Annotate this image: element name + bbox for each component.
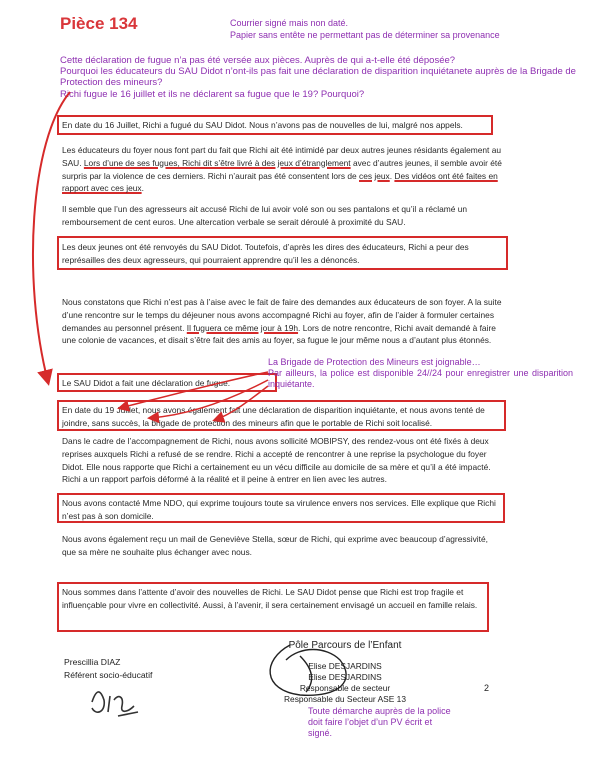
p2-text-c: avec d’autres jeunes, il semble avoir été surpris par la violence de ces derniers. Richi n’aurait pas été consentent lors de	[62, 157, 502, 181]
stamp-role-1: Responsable de secteur	[299, 683, 391, 693]
paragraph-mme-ndo: Nous avons contacté Mme NDO, qui exprime toujours toute sa virulence envers nos services. Elle explique que Richi n’est pas à son domicile.	[62, 498, 496, 521]
stamp-name: Elise DESJARDINS	[308, 672, 382, 682]
stamp-role-2: Responsable du Secteur ASE 13	[284, 694, 406, 704]
stamp-title: Pôle Parcours de l’Enfant	[288, 640, 402, 651]
question-2: Pourquoi les éducateurs du SAU Didot n’ont-ils pas fait une déclaration de disparition inquiétanete auprès de la Brigade de Protection des mineurs?	[60, 66, 576, 89]
paragraph-declaration-fugue: Le SAU Didot a fait une déclaration de fugue.	[62, 378, 231, 388]
police-annotation-line2: Par ailleurs, la police est disponible 24//24 pour enregistrer une disparition inquiétante.	[268, 368, 573, 389]
p5-text-a: Nous constatons que Richi n’est pas à l’aise avec le fait de faire des demandes aux éducateurs de son foyer. A la suite d’une rencontre sur le temps du déjeuner nous avons accompagné Richi au foyer, afin de l’aider à formuler certaines demandes au personnel présent.	[62, 297, 502, 333]
paragraph-expulsion: Les deux jeunes ont été renvoyés du SAU Didot. Toutefois, d’après les dires des éducateurs, Richi a peur des représailles des deux agresseurs, qui pourraient apprendre qu’il les a dénoncés.	[62, 242, 469, 265]
question-3: Richi fugue le 16 juillet et ils ne déclarent sa fugue que le 19? Pourquoi?	[60, 88, 365, 100]
paragraph-fugue-date: En date du 16 Juillet, Richi a fugué du SAU Didot. Nous n’avons pas de nouvelles de lui, malgré nos appels.	[62, 120, 463, 130]
p2-underlined-videos: Des vidéos ont été faites en rapport avec ces jeux	[62, 170, 498, 194]
paragraph-mobipsy: Dans le cadre de l’accompagnement de Richi, nous avons sollicité MOBIPSY, des rendez-vous ont été fixés à deux reprises auxquels Richi a refusé de se rendre. Richi a accepté de rencontrer à une reprise la psychologue du foyer Didot. Elle nous rapporte que Richi a certainement eu un vécu difficile au domicile de sa mère et qu’il a été impacté. Richi a un rapport parfois déformé à la réalité et il peine à entrer en lien avec les autres.	[62, 436, 491, 485]
piece-title: Pièce 134	[60, 14, 138, 33]
question-1: Cette déclaration de fugue n’a pas été versée aux pièces. Auprès de qui a-t-elle été déposée?	[60, 55, 456, 66]
p5-text-c: . Lors de notre rencontre, Richi avait demandé à faire une colonie de vacances, et disait s’être fait des amis au foyer, sa fugue le jour même nous a d’autant plus étonnés.	[62, 322, 496, 346]
paragraph-stella-mail: Nous avons également reçu un mail de Geneviève Stella, sœur de Richi, qui exprime avec beaucoup d’agressivité, que sa mère ne souhaite plus échanger avec nous.	[62, 534, 488, 557]
p2-underlined-strangulation: Lors d’une de ses fugues, Richi dit s’être livré à des jeux d’étranglement	[83, 157, 351, 168]
provenance-note-line2: Papier sans entête ne permettant pas de déterminer sa provenance	[230, 30, 500, 40]
signer-name-left: Prescillia DIAZ	[64, 657, 121, 667]
paragraph-attente: Nous sommes dans l’attente d’avoir des nouvelles de Richi. Le SAU Didot pense que Richi est trop fragile et influençable pour vivre en collectivité. Aussi, à l’avenir, il sera certainement envisagé un accueil en famille relais.	[62, 587, 478, 610]
signer-role-left: Référent socio-éducatif	[64, 670, 153, 680]
p2-underlined-games: ces jeux	[359, 170, 390, 181]
signer-name-right: Elise DESJARDINS	[308, 661, 382, 671]
provenance-note-line1: Courrier signé mais non daté.	[230, 18, 349, 28]
p5-underlined-19h: Il fuguera ce même jour à 19h	[186, 322, 299, 333]
paragraph-accusation: Il semble que l’un des agresseurs ait accusé Richi de lui avoir volé son ou ses pantalons et qu’il a réclamé un remboursement de cent euros. Une altercation verbale se serait déroulé à proximité du SAU.	[62, 204, 468, 227]
pv-annotation: Toute démarche auprès de la police doit faire l’objet d’un PV écrit et signé.	[308, 706, 451, 738]
p2-text-a: Les éducateurs du foyer nous font part du fait que Richi ait été intimidé par deux autres jeunes résidants également au SAU.	[62, 145, 502, 168]
p2-text-g: .	[141, 183, 144, 194]
paragraph-disparition: En date du 19 Juillet, nous avons également fait une déclaration de disparition inquiétante, et nous avons tenté de joindre, sans succès, la brigade de protection des mineurs afin que le portable de Richi soit localisé.	[62, 405, 485, 428]
police-annotation-line1: La Brigade de Protection des Mineurs est joignable…	[268, 357, 481, 367]
p2-text-e: .	[389, 170, 395, 181]
page-number: 2	[484, 683, 490, 693]
